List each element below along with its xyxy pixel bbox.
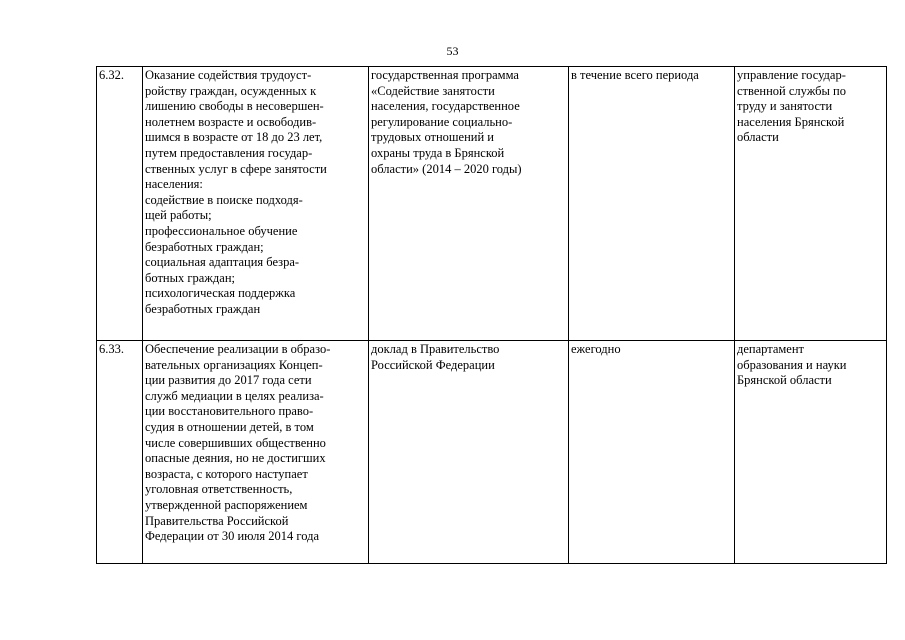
implementation-document: доклад в Правительство Российской Федерации bbox=[369, 341, 569, 564]
measure-description: Обеспечение реализации в образо- вательных организациях Концеп- ции развития до 2017 года сети служб медиации в целях реализа- ции восстановительного право- судия в отношении детей, в том числе совершивших общественно опасные деяния, но не достигших возраста, с которого наступает уголовная ответственность, утвержденной распоряжением Правительства Российской Федерации от 30 июля 2014 года bbox=[143, 341, 369, 564]
table-row bbox=[97, 341, 887, 564]
responsible-executor: департамент образования и науки Брянской области bbox=[735, 341, 887, 564]
responsible-executor: управление государ- ственной службы по труду и занятости населения Брянской области bbox=[735, 67, 887, 341]
item-number: 6.33. bbox=[97, 341, 143, 564]
item-number: 6.32. bbox=[97, 67, 143, 341]
implementation-term: в течение всего периода bbox=[569, 67, 735, 341]
measure-description: Оказание содействия трудоуст- ройству граждан, осужденных к лишению свободы в несовершен- нолетнем возрасте и освободив- шимся в возрасте от 18 до 23 лет, путем предоставления государ- ственных услуг в сфере занятости населения: содействие в поиске подходя- щей работы; профессиональное обучение безработных граждан; социальная адаптация безра- ботных граждан; психологическая поддержка безработных граждан bbox=[143, 67, 369, 341]
page-number: 53 bbox=[446, 44, 459, 58]
table-row bbox=[97, 67, 887, 341]
implementation-document: государственная программа «Содействие занятости населения, государственное регулирование социально- трудовых отношений и охраны труда в Брянской области» (2014 – 2020 годы) bbox=[369, 67, 569, 341]
implementation-term: ежегодно bbox=[569, 341, 735, 564]
measures-table bbox=[96, 66, 887, 564]
